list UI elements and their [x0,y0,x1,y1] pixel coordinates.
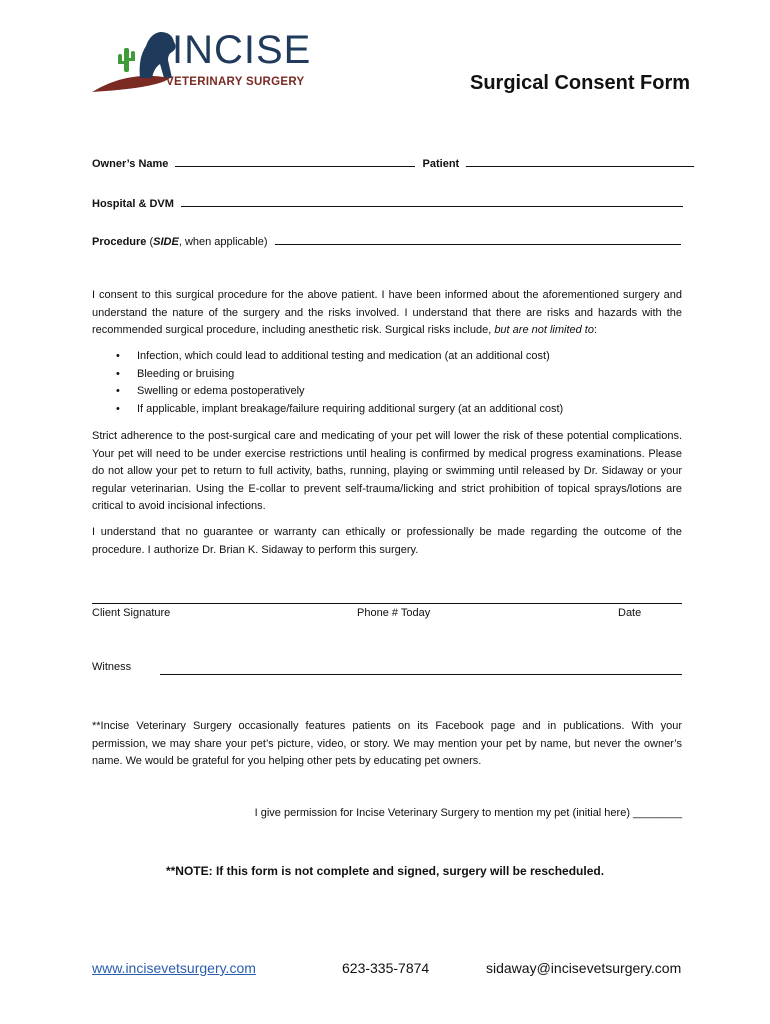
list-item [92,366,682,384]
consent-text: I consent to this surgical procedure for the above patient. I have been informed about the aforementioned surgery and understand the nature of the surgery and the risks involved. I understand that there are risks and hazards with the recommended surgical procedure, including anesthetic risk. Surgical risks include, [92,289,682,336]
guarantee-paragraph: I understand that no guarantee or warranty can ethically or professionally be made regarding the outcome of the procedure. I authorize Dr. Brian K. Sidaway to perform this surgery. [92,526,682,556]
list-item [92,348,682,366]
hospital-field[interactable] [181,195,683,207]
procedure-label-open: ( [146,236,154,248]
publicity-paragraph: **Incise Veterinary Surgery occasionally features patients on its Facebook page and in publications. With your permission, we may share your pet’s picture, video, or story. We may mention your pet by name, but never the owner’s name. We would be grateful for you helping other pets by educating pet owners. [92,720,682,767]
care-paragraph: Strict adherence to the post-surgical care and medicating of your pet will lower the risk of these potential complications. Your pet will need to be under exercise restrictions until healing is confirmed by medical progress examinations. Please do not allow your pet to return to full activity, baths, running, playing or swimming until released by Dr. Sidaway or your regular veterinarian. Using the E-collar to prevent self-trauma/licking and strict prohibition of topical sprays/lotions are critical to avoid incisional infections. [92,430,682,512]
consent-text-end: : [593,324,598,336]
procedure-field[interactable] [275,233,681,245]
bullet-icon: • [116,350,120,362]
website-link[interactable]: www.incisevetsurgery.com [92,960,256,976]
risks-list [92,348,682,418]
owners-name-label: Owner’s Name [92,158,169,170]
bullet-icon: • [116,367,120,380]
witness-line[interactable] [160,674,682,675]
reschedule-note: **NOTE: If this form is not complete and signed, surgery will be rescheduled. [165,864,605,878]
signature-line[interactable] [92,603,682,604]
client-signature-label: Client Signature [92,607,171,619]
owners-name-field[interactable] [175,155,415,167]
hospital-label: Hospital & DVM [92,198,174,210]
bullet-icon: • [116,385,120,397]
date-label: Date [618,607,642,619]
procedure-label: Procedure [92,236,147,248]
list-item [92,401,682,419]
risk-text: Swelling or edema postoperatively [137,385,305,397]
consent-italic-text: but are not limited to [494,324,594,336]
risk-text: Infection, which could lead to additional testing and medication (at an additional cost) [137,350,550,362]
footer-email: sidaway@incisevetsurgery.com [486,960,682,976]
bullet-icon: • [116,402,120,415]
phone-today-label: Phone # Today [357,607,431,619]
footer-phone: 623-335-7874 [342,960,430,976]
logo-subtitle: VETERINARY SURGERY [166,76,305,88]
risk-text: If applicable, implant breakage/failure requiring additional surgery (at an additional cost) [137,402,564,415]
procedure-label-side: SIDE [153,236,179,248]
owner-patient-row [92,155,694,170]
risk-text: Bleeding or bruising [137,367,235,380]
logo-wordmark: INCISE [172,28,312,72]
patient-field[interactable] [466,155,694,167]
procedure-row [92,233,681,248]
hospital-row [92,195,683,210]
permission-line[interactable]: I give permission for Incise Veterinary Surgery to mention my pet (initial here) ________ [254,807,682,819]
list-item [92,383,682,401]
consent-paragraph [92,287,682,340]
form-title: Surgical Consent Form [470,72,691,94]
witness-label: Witness [92,661,132,673]
patient-label: Patient [422,158,460,170]
procedure-label-rest: , when applicable) [178,236,268,248]
